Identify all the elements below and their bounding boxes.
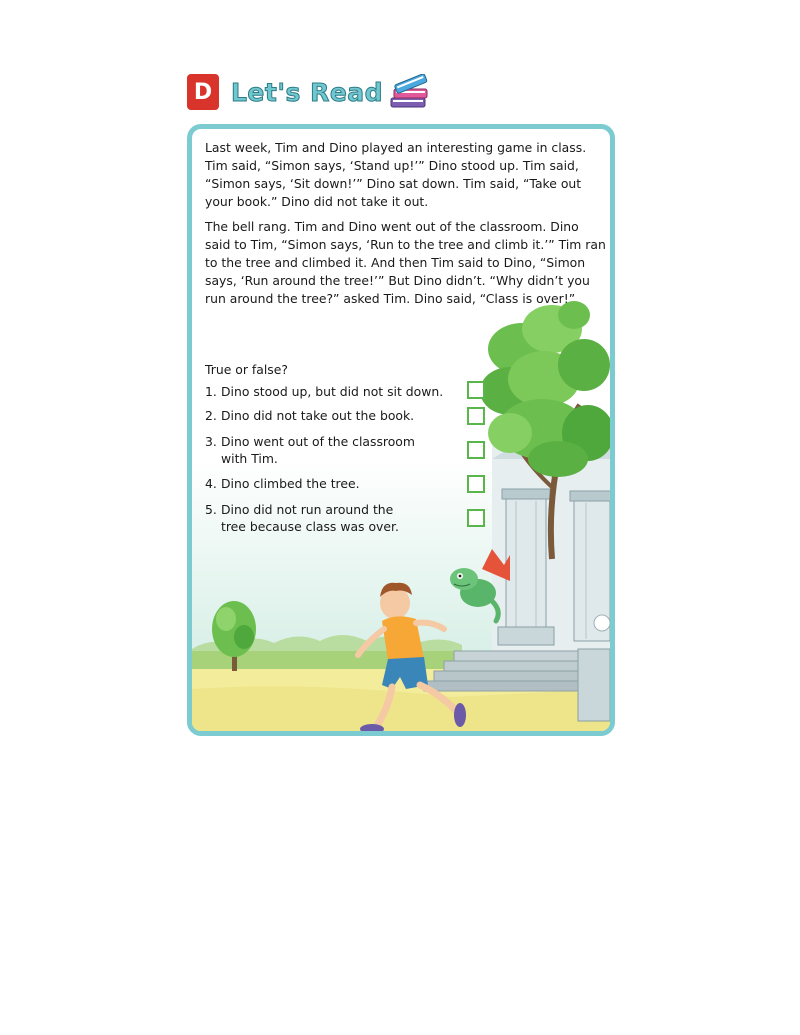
answer-checkbox-1[interactable] <box>467 381 485 399</box>
answer-checkbox-5[interactable] <box>467 509 485 527</box>
answer-checkbox-2[interactable] <box>467 407 485 425</box>
quiz-item-number: 3. <box>205 434 217 449</box>
reading-card <box>187 124 615 736</box>
section-title: Let's Read <box>231 77 384 107</box>
quiz-item-number: 4. <box>205 476 217 491</box>
section-letter-badge: D <box>187 74 219 110</box>
quiz-item-number: 5. <box>205 502 217 517</box>
section-header <box>187 72 431 112</box>
quiz-item-text: Dino went out of the classroom with Tim. <box>221 434 415 466</box>
story-paragraph-2: The bell rang. Tim and Dino went out of the classroom. Dino said to Tim, “Simon says, ‘Run to the tree and climb it.’” Tim ran to the tree and climbed it. And then Tim said to Dino, “Simon says, ‘Run around the tree!’” But Dino didn’t. “Why didn’t you run around the tree?” asked Tim. Dino said, “Class is over!” <box>205 219 606 306</box>
story-paragraph-1: Last week, Tim and Dino played an interesting game in class. Tim said, “Simon says, ‘Stand up!’” Dino stood up. Tim said, “Simon says, ‘Sit down!’” Dino sat down. Tim said, “Take out your book.” Dino did not take it out. <box>205 140 587 209</box>
quiz-item-text: Dino climbed the tree. <box>221 476 360 491</box>
books-icon <box>389 74 431 110</box>
quiz-item-4 <box>205 475 455 492</box>
quiz-item-text: Dino did not run around the tree because class was over. <box>221 502 399 534</box>
quiz-item-number: 2. <box>205 408 217 423</box>
quiz-item-number: 1. <box>205 384 217 399</box>
quiz-item-5 <box>205 501 405 535</box>
answer-checkbox-4[interactable] <box>467 475 485 493</box>
quiz-item-text: Dino did not take out the book. <box>221 408 415 423</box>
quiz-heading: True or false? <box>205 362 288 377</box>
quiz-item-3 <box>205 433 420 467</box>
quiz-item-2 <box>205 407 455 424</box>
quiz-item-text: Dino stood up, but did not sit down. <box>221 384 444 399</box>
answer-checkbox-3[interactable] <box>467 441 485 459</box>
quiz-item-1 <box>205 383 455 400</box>
story-text <box>205 139 607 315</box>
